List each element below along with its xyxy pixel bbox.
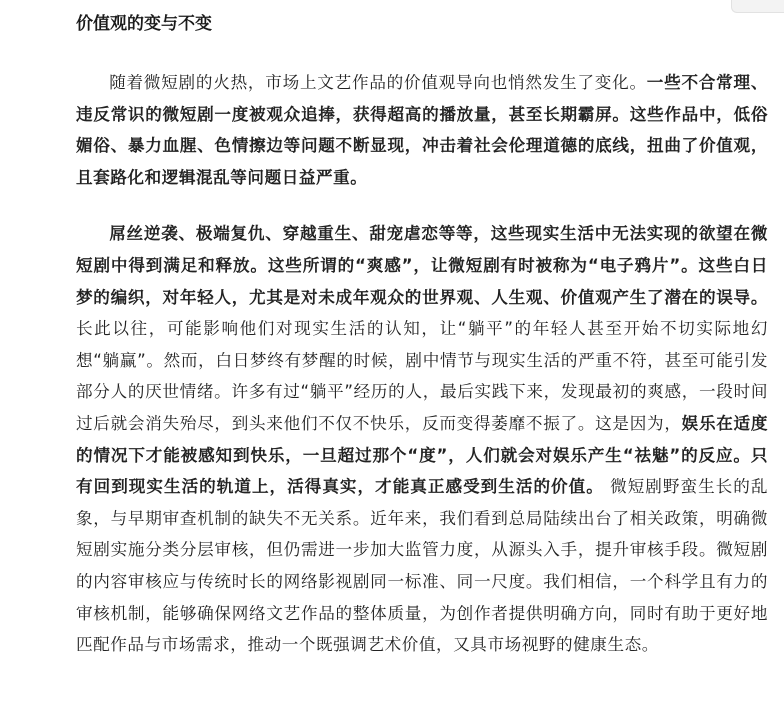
article-title: 价值观的变与不变 — [76, 14, 212, 34]
paragraph-1-bold-run: 一些不合常理、违反常识的微短剧一度被观众追捧，获得超高的播放量，甚至长期霸屏。这些作品中，低俗媚俗、暴力血腥、色情擦边等问题不断显现，冲击着社会伦理道德的底线，扭曲了价值观，且套路化和逻辑混乱等问题日益严重。 — [76, 73, 768, 187]
paragraph-2-bold-run: 娱乐在适度的情况下才能被感知到快乐，一旦超过那个“度”，人们就会对娱乐产生“祛魅”的反应。只有回到现实生活的轨道上，活得真实，才能真正感受到生活的价值。 — [76, 413, 769, 497]
paragraph-1 — [76, 67, 768, 193]
paragraph-2 — [76, 218, 768, 660]
paragraph-2-bold-run: 屌丝逆袭、极端复仇、穿越重生、甜宠虐恋等等，这些现实生活中无法实现的欲望在微短剧中得到满足和释放。这些所谓的“爽感”，让微短剧有时被称为“电子鸦片”。这些白日梦的编织，对年轻人，尤其是对未成年观众的世界观、人生观、价值观产生了潜在的误导。 — [76, 224, 768, 307]
article — [76, 0, 768, 661]
paragraph-2-run: 长此以往，可能影响他们对现实生活的认知，让“躺平”的年轻人甚至开始不切实际地幻想“躺赢”。然而，白日梦终有梦醒的时候，剧中情节与现实生活的严重不符，甚至可能引发部分人的厌世情绪。许多有过“躺平”经历的人，最后实践下来，发现最初的爽感，一段时间过后就会消失殆尽，到头来他们不仅不快乐，反而变得萎靡不振了。这是因为， — [76, 319, 768, 433]
paragraph-2-run: 微短剧野蛮生长的乱象，与早期审查机制的缺失不无关系。近年来，我们看到总局陆续出台了相关政策，明确微短剧实施分类分层审核，但仍需进一步加大监管力度，从源头入手，提升审核手段。微短剧的内容审核应与传统时长的网络影视剧同一标准、同一尺度。我们相信，一个科学且有力的审核机制，能够确保网络文艺作品的整体质量，为创作者提供明确方向，同时有助于更好地匹配作品与市场需求，推动一个既强调艺术价值，又具市场视野的健康生态。 — [76, 477, 768, 655]
paragraph-1-run: 随着微短剧的火热，市场上文艺作品的价值观导向也悄然发生了变化。 — [109, 73, 647, 92]
